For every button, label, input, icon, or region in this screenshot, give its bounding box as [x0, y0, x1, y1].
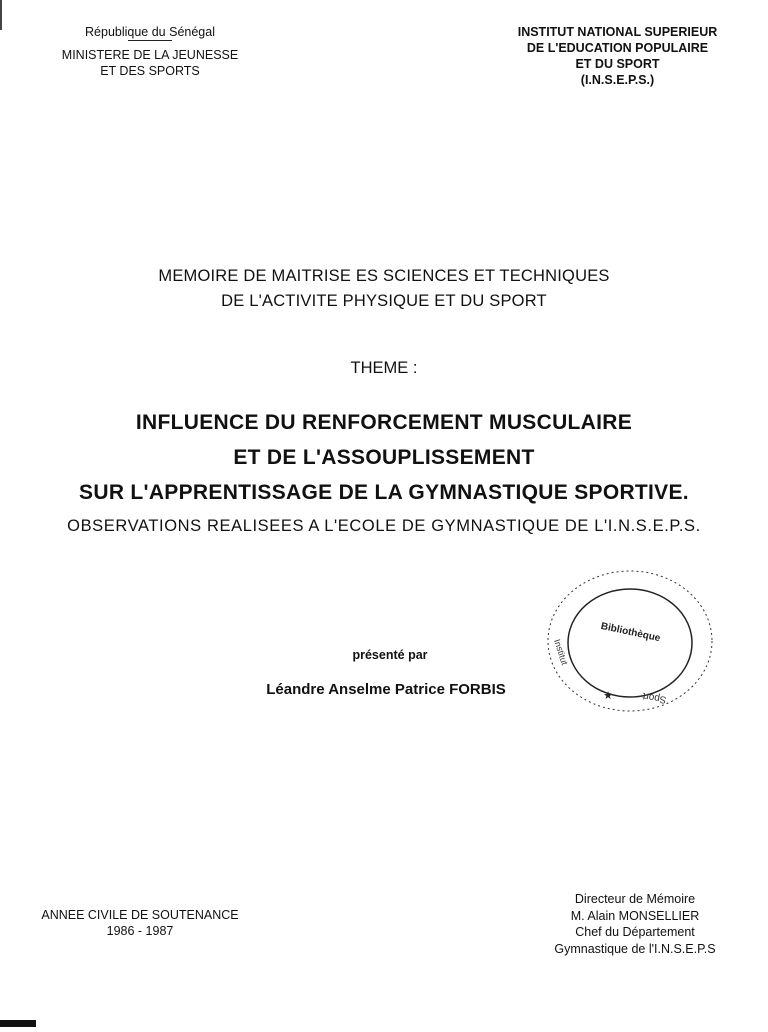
- title-line-3: SUR L'APPRENTISSAGE DE LA GYMNASTIQUE SPORTIVE.: [79, 481, 689, 504]
- presented-by-label: présenté par: [352, 648, 428, 662]
- director-department: Gymnastique de l'I.N.S.E.P.S: [554, 941, 716, 956]
- defense-year-block: [10, 907, 270, 939]
- institute-line-1: INSTITUT NATIONAL SUPERIEUR: [517, 25, 718, 39]
- defense-year-label: ANNEE CIVILE DE SOUTENANCE: [41, 908, 239, 922]
- stamp-inner-ring: [568, 589, 692, 697]
- author-name: Léandre Anselme Patrice FORBIS: [266, 681, 506, 698]
- ministry-line-2: ET DES SPORTS: [100, 64, 200, 78]
- defense-year-value: 1986 - 1987: [106, 924, 174, 938]
- scan-artifact-graphic: [0, 1017, 40, 1027]
- title-line-2: ET DE L'ASSOUPLISSEMENT: [233, 446, 535, 469]
- stamp-outer-ring: [548, 571, 712, 711]
- memoire-line-1: MEMOIRE DE MAITRISE ES SCIENCES ET TECHNIQUES: [158, 267, 610, 285]
- thesis-title: [20, 405, 748, 510]
- stamp-arc-text-bottom: Sport: [641, 689, 668, 705]
- director-title: Chef du Département: [575, 925, 695, 939]
- ministry-line-1: MINISTERE DE LA JEUNESSE: [61, 48, 239, 62]
- header-left: [40, 24, 260, 79]
- institute-line-3: ET DU SPORT: [575, 57, 660, 71]
- director-block: [505, 891, 765, 957]
- stamp-center-text: Bibliothèque: [599, 620, 662, 645]
- memoire-heading: [60, 264, 708, 314]
- stamp-arc-text-left: Institut: [552, 637, 570, 667]
- institute-abbrev: (I.N.S.E.P.S.): [580, 73, 655, 87]
- stamp-graphic: [540, 563, 720, 718]
- stamp-star-icon: ★: [603, 689, 613, 702]
- header-divider: [128, 40, 172, 41]
- scan-edge-mark: [0, 0, 2, 30]
- institute-line-2: DE L'EDUCATION POPULAIRE: [526, 41, 709, 55]
- title-line-1: INFLUENCE DU RENFORCEMENT MUSCULAIRE: [135, 411, 633, 434]
- observations-subtitle: OBSERVATIONS REALISEES A L'ECOLE DE GYMNASTIQUE DE L'I.N.S.E.P.S.: [67, 517, 701, 535]
- director-name: M. Alain MONSELLIER: [570, 908, 700, 923]
- memoire-line-2: DE L'ACTIVITE PHYSIQUE ET DU SPORT: [221, 292, 547, 310]
- library-stamp: [540, 563, 720, 718]
- republic-label: République du Sénégal: [85, 25, 215, 39]
- header-right: [495, 24, 740, 88]
- director-role: Directeur de Mémoire: [574, 892, 696, 906]
- theme-label: THEME :: [350, 359, 418, 377]
- scan-artifact: [0, 1014, 40, 1024]
